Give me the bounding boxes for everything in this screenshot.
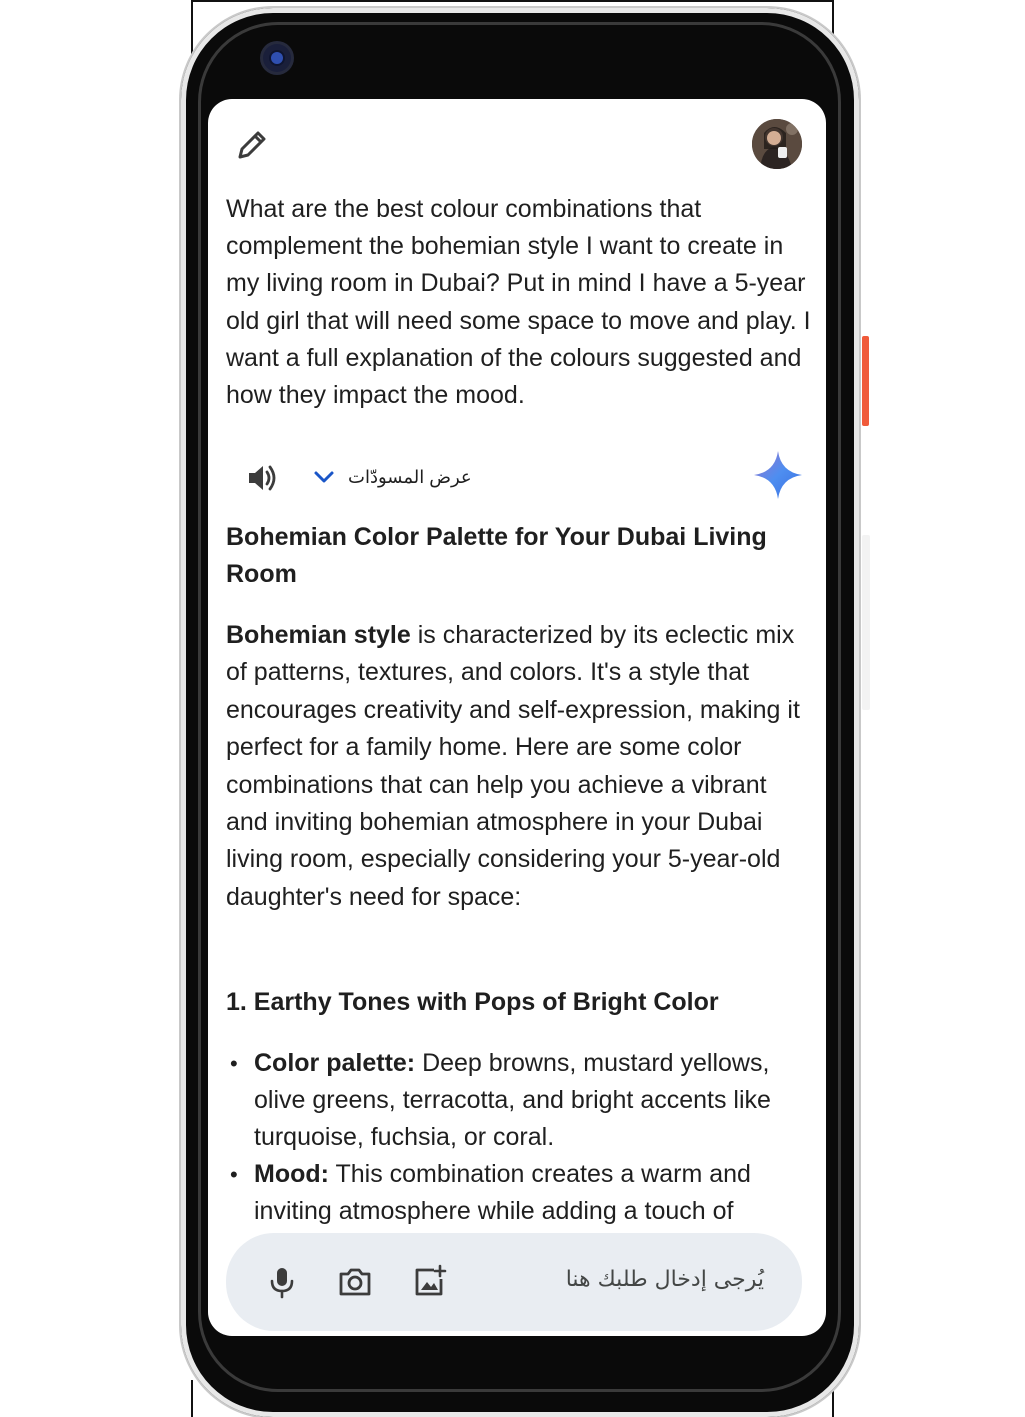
avatar-image — [752, 119, 802, 169]
camera-icon[interactable] — [336, 1263, 374, 1301]
list-item — [226, 1045, 811, 1156]
frame-line-top — [191, 0, 834, 2]
list-item — [226, 1156, 811, 1230]
frame-line-bottom-left — [191, 1380, 193, 1417]
intro-bold: Bohemian style — [226, 621, 411, 649]
front-camera — [263, 44, 291, 72]
bullet-label: Mood: — [254, 1160, 329, 1189]
frame-line-right — [832, 0, 834, 40]
bullet-text: Deep browns, mustard yellows, olive greens, terracotta, and bright accents like turquoise, fuchsia, or coral. — [254, 1049, 771, 1152]
response-toolbar — [208, 449, 826, 505]
frame-line-left — [191, 0, 193, 60]
response-title: Bohemian Color Palette for Your Dubai Living Room — [226, 523, 767, 588]
prompt-input-placeholder[interactable]: يُرجى إدخال طلبك هنا — [565, 1267, 764, 1292]
app-screen — [208, 99, 826, 1336]
bullet-list — [226, 1045, 811, 1230]
gemini-sparkle-icon — [752, 449, 804, 501]
microphone-icon[interactable] — [264, 1264, 300, 1300]
add-image-icon[interactable] — [410, 1263, 448, 1301]
show-drafts-button[interactable] — [312, 459, 472, 495]
user-prompt: What are the best colour combinations that complement the bohemian style I want to create in my living room in Dubai? Put in mind I have a 5-year old girl that will need some space to move and play. I want a full explanation of the colours suggested and how they impact the mood. — [226, 195, 811, 410]
bullet-label: Color palette: — [254, 1049, 416, 1078]
intro-text: is characterized by its eclectic mix of patterns, textures, and colors. It's a style that encourages creativity and self-expression, making it perfect for a family home. Here are some color combinations that can help you achieve a vibrant and inviting bohemian atmosphere in your Dubai living room, especially considering your 5-year-old daughter's need for space: — [226, 621, 800, 911]
response-intro — [226, 617, 811, 916]
speaker-icon[interactable] — [244, 459, 282, 497]
volume-button — [862, 535, 870, 710]
section-heading: 1. Earthy Tones with Pops of Bright Color — [226, 988, 719, 1017]
power-button — [862, 336, 869, 426]
show-drafts-label: عرض المسودّات — [348, 466, 472, 487]
prompt-input-bar[interactable] — [226, 1233, 802, 1331]
user-avatar[interactable] — [752, 119, 802, 169]
model-response — [226, 519, 811, 1230]
bullet-text: This combination creates a warm and inviting atmosphere while adding a touch of — [254, 1160, 751, 1226]
edit-pencil-icon[interactable] — [232, 125, 272, 165]
chevron-down-icon — [312, 465, 336, 489]
